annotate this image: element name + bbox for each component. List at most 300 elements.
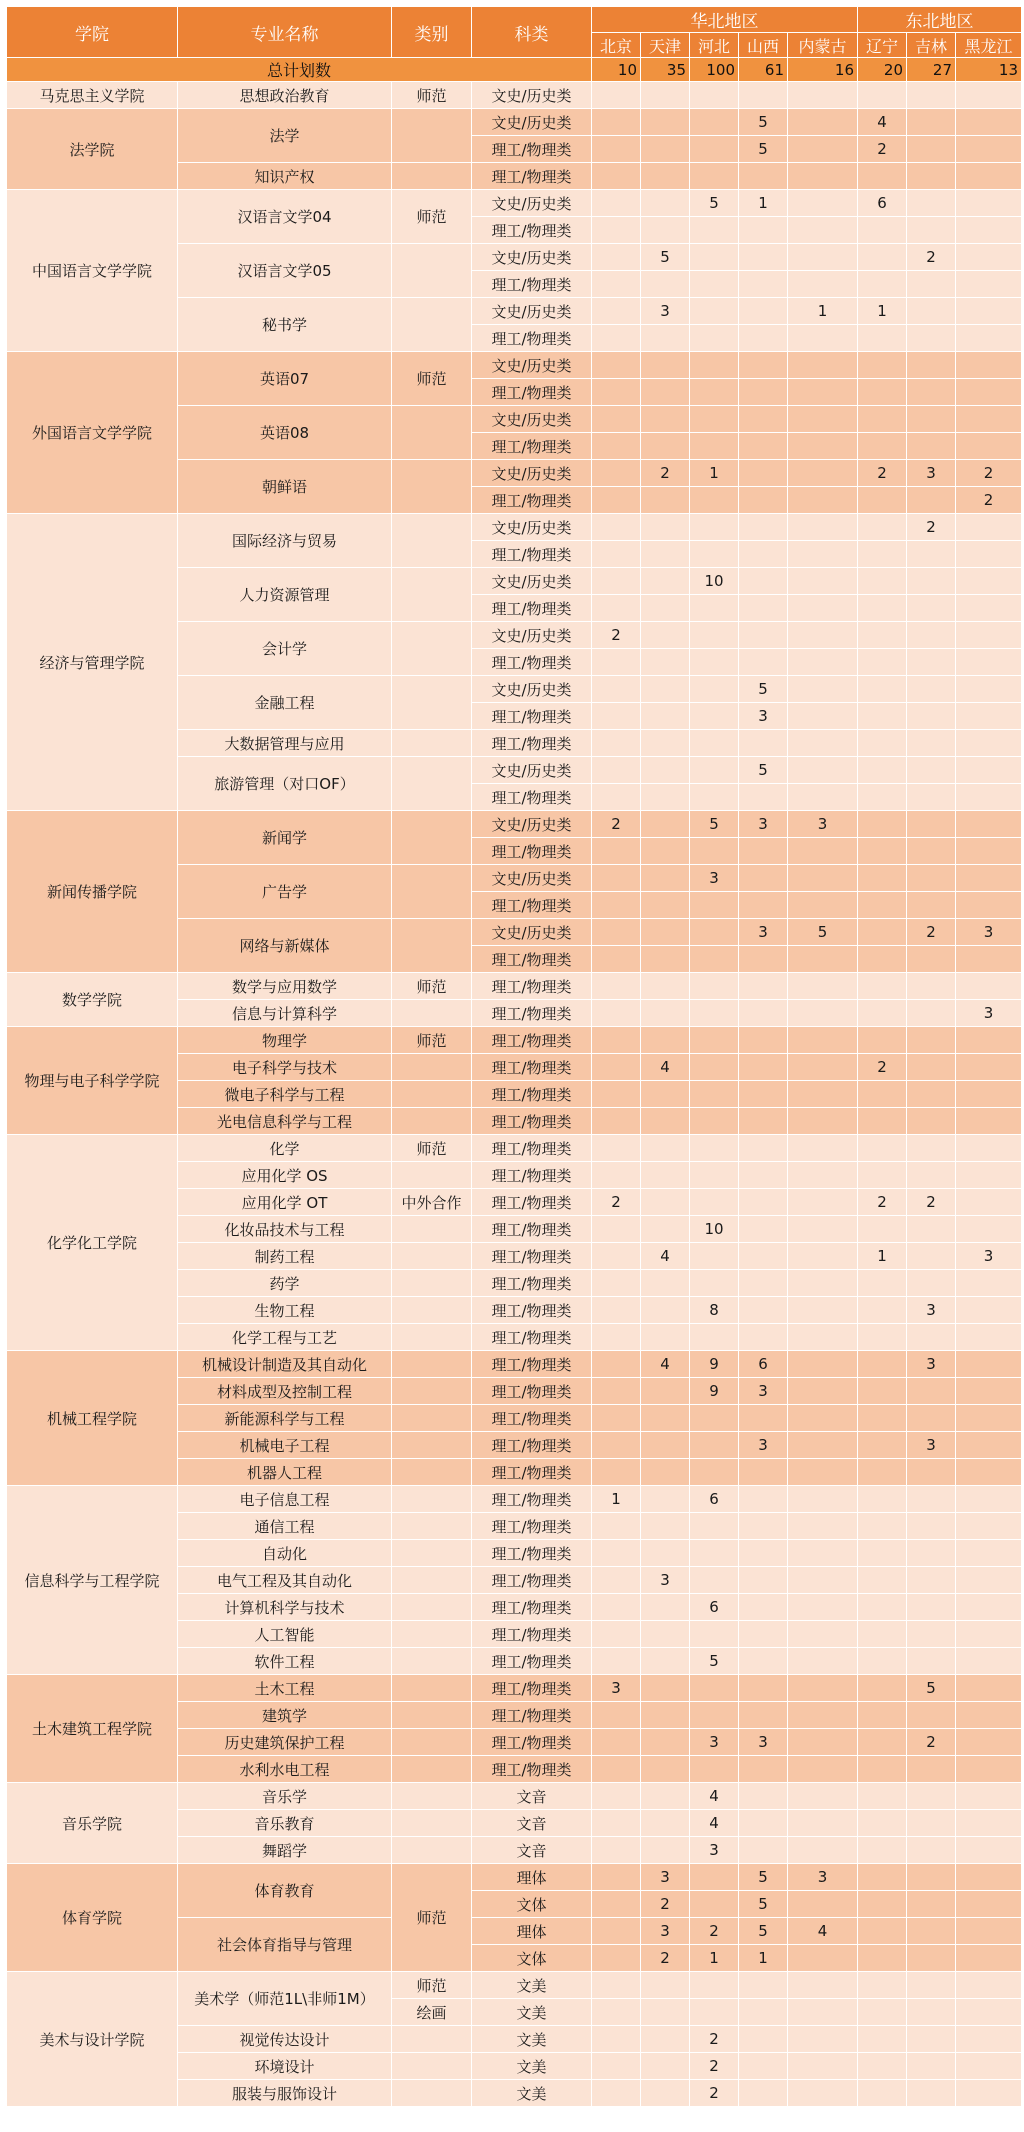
quota-cell	[956, 1810, 1022, 1837]
quota-cell	[907, 1324, 956, 1351]
quota-cell: 4	[641, 1054, 690, 1081]
quota-cell	[592, 919, 641, 946]
quota-cell	[592, 1945, 641, 1972]
quota-cell	[907, 811, 956, 838]
quota-cell	[641, 1459, 690, 1486]
type-cell	[392, 2080, 472, 2107]
quota-cell: 9	[690, 1351, 739, 1378]
quota-cell	[858, 1999, 907, 2026]
quota-cell	[858, 1891, 907, 1918]
quota-cell	[956, 298, 1022, 325]
quota-cell: 4	[690, 1810, 739, 1837]
total-label: 总计划数	[7, 58, 592, 82]
header-province: 山西	[739, 33, 788, 58]
quota-cell: 5	[788, 919, 858, 946]
quota-cell	[641, 1513, 690, 1540]
quota-cell	[641, 1405, 690, 1432]
quota-cell	[592, 1081, 641, 1108]
major-cell: 电子信息工程	[178, 1486, 392, 1513]
quota-cell: 5	[739, 109, 788, 136]
track-cell: 文史/历史类	[472, 622, 592, 649]
quota-cell	[690, 325, 739, 352]
quota-cell	[956, 946, 1022, 973]
major-cell: 物理学	[178, 1027, 392, 1054]
quota-cell	[956, 865, 1022, 892]
header-province: 天津	[641, 33, 690, 58]
quota-cell	[739, 217, 788, 244]
quota-cell	[788, 541, 858, 568]
type-cell	[392, 1648, 472, 1675]
total-value: 13	[956, 58, 1022, 82]
quota-cell: 3	[641, 298, 690, 325]
quota-cell	[788, 892, 858, 919]
type-cell	[392, 406, 472, 460]
quota-cell	[788, 1648, 858, 1675]
quota-cell	[592, 568, 641, 595]
quota-cell	[641, 1135, 690, 1162]
quota-cell	[858, 1351, 907, 1378]
college-cell: 新闻传播学院	[7, 811, 178, 973]
quota-cell	[956, 892, 1022, 919]
type-cell	[392, 1810, 472, 1837]
quota-cell	[907, 1243, 956, 1270]
total-value: 61	[739, 58, 788, 82]
quota-cell	[690, 595, 739, 622]
quota-cell: 2	[858, 136, 907, 163]
quota-cell: 10	[690, 1216, 739, 1243]
quota-cell	[788, 1891, 858, 1918]
type-cell	[392, 1324, 472, 1351]
table-row	[7, 811, 1022, 838]
quota-cell	[690, 406, 739, 433]
quota-cell	[858, 1594, 907, 1621]
college-cell: 马克思主义学院	[7, 82, 178, 109]
quota-cell	[858, 2053, 907, 2080]
quota-cell	[907, 1405, 956, 1432]
quota-cell	[858, 649, 907, 676]
quota-cell: 3	[592, 1675, 641, 1702]
quota-cell	[956, 433, 1022, 460]
quota-cell: 5	[907, 1675, 956, 1702]
major-cell: 光电信息科学与工程	[178, 1108, 392, 1135]
quota-cell	[592, 1918, 641, 1945]
quota-cell	[690, 109, 739, 136]
quota-cell	[788, 1081, 858, 1108]
quota-cell	[592, 1000, 641, 1027]
quota-cell	[907, 1054, 956, 1081]
type-cell	[392, 811, 472, 865]
quota-cell	[907, 1891, 956, 1918]
major-cell: 秘书学	[178, 298, 392, 352]
quota-cell	[956, 109, 1022, 136]
type-cell	[392, 568, 472, 622]
quota-cell	[907, 82, 956, 109]
track-cell: 文美	[472, 2080, 592, 2107]
track-cell: 理工/物理类	[472, 1270, 592, 1297]
quota-cell	[858, 1081, 907, 1108]
quota-cell	[641, 568, 690, 595]
quota-cell	[858, 1000, 907, 1027]
quota-cell	[907, 1540, 956, 1567]
quota-cell	[858, 352, 907, 379]
track-cell: 理工/物理类	[472, 1216, 592, 1243]
quota-cell	[592, 1783, 641, 1810]
quota-cell	[907, 703, 956, 730]
quota-cell	[907, 865, 956, 892]
major-cell: 环境设计	[178, 2053, 392, 2080]
quota-cell: 3	[690, 1837, 739, 1864]
quota-cell	[788, 1567, 858, 1594]
quota-cell	[739, 1567, 788, 1594]
track-cell: 文史/历史类	[472, 244, 592, 271]
quota-cell	[739, 1405, 788, 1432]
quota-cell	[788, 595, 858, 622]
quota-cell	[592, 1810, 641, 1837]
quota-cell	[858, 1270, 907, 1297]
track-cell: 理工/物理类	[472, 784, 592, 811]
major-cell: 会计学	[178, 622, 392, 676]
quota-cell	[858, 703, 907, 730]
quota-cell	[907, 1216, 956, 1243]
quota-cell	[592, 298, 641, 325]
quota-cell	[788, 1189, 858, 1216]
quota-cell	[858, 1756, 907, 1783]
quota-cell	[690, 1189, 739, 1216]
quota-cell	[739, 1189, 788, 1216]
quota-cell	[907, 1459, 956, 1486]
major-cell: 美术学（师范1L\非师1M）	[178, 1972, 392, 2026]
quota-cell	[907, 1513, 956, 1540]
quota-cell	[907, 1972, 956, 1999]
type-cell	[392, 1540, 472, 1567]
type-cell	[392, 2053, 472, 2080]
major-cell: 信息与计算科学	[178, 1000, 392, 1027]
header-province: 吉林	[907, 33, 956, 58]
quota-cell	[592, 973, 641, 1000]
quota-cell	[739, 1702, 788, 1729]
quota-cell: 2	[690, 1918, 739, 1945]
quota-cell	[592, 1837, 641, 1864]
quota-cell: 1	[788, 298, 858, 325]
quota-cell	[592, 1162, 641, 1189]
quota-cell	[788, 1162, 858, 1189]
track-cell: 理工/物理类	[472, 1297, 592, 1324]
quota-cell	[739, 1243, 788, 1270]
quota-cell	[690, 1054, 739, 1081]
track-cell: 理工/物理类	[472, 973, 592, 1000]
quota-cell	[858, 919, 907, 946]
quota-cell	[858, 946, 907, 973]
quota-cell	[956, 82, 1022, 109]
quota-cell	[956, 1783, 1022, 1810]
quota-cell	[641, 1189, 690, 1216]
quota-cell	[858, 1810, 907, 1837]
quota-cell	[690, 1000, 739, 1027]
quota-cell	[592, 1324, 641, 1351]
quota-cell	[788, 676, 858, 703]
quota-cell	[641, 514, 690, 541]
quota-cell	[690, 1891, 739, 1918]
quota-cell	[956, 757, 1022, 784]
quota-cell	[956, 541, 1022, 568]
quota-cell: 3	[739, 811, 788, 838]
quota-cell	[956, 1351, 1022, 1378]
quota-cell	[956, 1540, 1022, 1567]
header-type: 类别	[392, 7, 472, 58]
quota-cell	[690, 1864, 739, 1891]
track-cell: 理工/物理类	[472, 1621, 592, 1648]
quota-cell	[907, 595, 956, 622]
header-province: 黑龙江	[956, 33, 1022, 58]
track-cell: 理工/物理类	[472, 1459, 592, 1486]
quota-cell	[739, 1648, 788, 1675]
track-cell: 理体	[472, 1864, 592, 1891]
quota-cell	[592, 892, 641, 919]
quota-cell	[956, 1162, 1022, 1189]
quota-cell	[690, 1540, 739, 1567]
quota-cell	[592, 1351, 641, 1378]
quota-cell	[641, 1594, 690, 1621]
quota-cell	[956, 1648, 1022, 1675]
quota-cell	[690, 298, 739, 325]
major-cell: 土木工程	[178, 1675, 392, 1702]
college-cell: 数学学院	[7, 973, 178, 1027]
type-cell: 绘画	[392, 1999, 472, 2026]
quota-cell	[956, 1675, 1022, 1702]
quota-cell	[788, 1486, 858, 1513]
track-cell: 理工/物理类	[472, 1702, 592, 1729]
quota-cell	[592, 541, 641, 568]
college-cell: 土木建筑工程学院	[7, 1675, 178, 1783]
quota-cell	[641, 865, 690, 892]
quota-cell	[907, 271, 956, 298]
track-cell: 文史/历史类	[472, 514, 592, 541]
quota-cell	[592, 1621, 641, 1648]
header-region-northeast: 东北地区	[858, 7, 1022, 33]
quota-cell: 3	[739, 1729, 788, 1756]
quota-cell	[956, 1756, 1022, 1783]
quota-cell	[641, 595, 690, 622]
quota-cell	[739, 1297, 788, 1324]
track-cell: 理工/物理类	[472, 1027, 592, 1054]
quota-cell: 3	[641, 1864, 690, 1891]
track-cell: 理工/物理类	[472, 1162, 592, 1189]
quota-cell	[739, 1081, 788, 1108]
type-cell	[392, 1378, 472, 1405]
table-row	[7, 1027, 1022, 1054]
header-track: 科类	[472, 7, 592, 58]
quota-cell: 4	[788, 1918, 858, 1945]
quota-cell	[739, 82, 788, 109]
quota-cell	[739, 541, 788, 568]
quota-cell	[641, 1540, 690, 1567]
quota-cell	[739, 649, 788, 676]
quota-cell	[907, 1837, 956, 1864]
track-cell: 文史/历史类	[472, 811, 592, 838]
track-cell: 文史/历史类	[472, 676, 592, 703]
track-cell: 文史/历史类	[472, 82, 592, 109]
track-cell: 理工/物理类	[472, 1432, 592, 1459]
quota-cell	[641, 1081, 690, 1108]
quota-cell	[739, 1324, 788, 1351]
quota-cell	[788, 190, 858, 217]
quota-cell	[956, 1432, 1022, 1459]
major-cell: 化学工程与工艺	[178, 1324, 392, 1351]
quota-cell	[788, 1945, 858, 1972]
quota-cell	[592, 217, 641, 244]
major-cell: 材料成型及控制工程	[178, 1378, 392, 1405]
quota-cell	[858, 163, 907, 190]
quota-cell	[690, 622, 739, 649]
quota-cell	[858, 1027, 907, 1054]
quota-cell	[788, 1783, 858, 1810]
track-cell: 文史/历史类	[472, 568, 592, 595]
quota-cell: 6	[690, 1486, 739, 1513]
type-cell	[392, 730, 472, 757]
quota-cell	[592, 1513, 641, 1540]
quota-cell: 3	[690, 865, 739, 892]
quota-cell	[641, 1000, 690, 1027]
track-cell: 文史/历史类	[472, 190, 592, 217]
track-cell: 理工/物理类	[472, 1108, 592, 1135]
quota-cell	[739, 1270, 788, 1297]
quota-cell	[788, 649, 858, 676]
type-cell	[392, 1405, 472, 1432]
quota-cell	[739, 946, 788, 973]
track-cell: 理工/物理类	[472, 649, 592, 676]
quota-cell	[739, 784, 788, 811]
quota-cell	[690, 1162, 739, 1189]
quota-cell	[858, 730, 907, 757]
track-cell: 文音	[472, 1810, 592, 1837]
quota-cell	[690, 1513, 739, 1540]
quota-cell	[739, 1486, 788, 1513]
quota-cell	[592, 1432, 641, 1459]
quota-cell	[956, 325, 1022, 352]
quota-cell	[907, 298, 956, 325]
major-cell: 舞蹈学	[178, 1837, 392, 1864]
quota-cell	[690, 676, 739, 703]
quota-cell	[907, 1621, 956, 1648]
quota-cell	[956, 649, 1022, 676]
quota-cell	[956, 595, 1022, 622]
quota-cell	[788, 2026, 858, 2053]
quota-cell	[907, 892, 956, 919]
quota-cell	[592, 325, 641, 352]
quota-cell	[690, 703, 739, 730]
quota-cell	[956, 568, 1022, 595]
quota-cell	[641, 1675, 690, 1702]
quota-cell: 1	[592, 1486, 641, 1513]
quota-cell	[858, 1945, 907, 1972]
quota-cell	[858, 784, 907, 811]
type-cell	[392, 1486, 472, 1513]
quota-cell	[739, 487, 788, 514]
quota-cell	[956, 1729, 1022, 1756]
major-cell: 计算机科学与技术	[178, 1594, 392, 1621]
quota-cell	[739, 892, 788, 919]
quota-cell	[592, 244, 641, 271]
quota-cell	[788, 865, 858, 892]
quota-cell	[641, 703, 690, 730]
quota-cell	[592, 1972, 641, 1999]
track-cell: 文美	[472, 1972, 592, 1999]
major-cell: 机器人工程	[178, 1459, 392, 1486]
college-cell: 美术与设计学院	[7, 1972, 178, 2107]
quota-cell	[858, 676, 907, 703]
track-cell: 理工/物理类	[472, 136, 592, 163]
quota-cell	[956, 1891, 1022, 1918]
quota-cell	[858, 1135, 907, 1162]
type-cell	[392, 676, 472, 730]
track-cell: 理工/物理类	[472, 1405, 592, 1432]
quota-cell: 8	[690, 1297, 739, 1324]
quota-cell	[641, 433, 690, 460]
quota-cell	[788, 1756, 858, 1783]
quota-cell	[641, 1378, 690, 1405]
quota-cell	[907, 1162, 956, 1189]
quota-cell: 3	[739, 1432, 788, 1459]
total-value: 20	[858, 58, 907, 82]
quota-cell	[641, 136, 690, 163]
quota-cell	[788, 1270, 858, 1297]
quota-cell: 2	[690, 2026, 739, 2053]
quota-cell	[956, 352, 1022, 379]
type-cell	[392, 1567, 472, 1594]
quota-cell	[592, 1567, 641, 1594]
quota-cell	[907, 406, 956, 433]
quota-cell	[641, 1486, 690, 1513]
quota-cell	[592, 1108, 641, 1135]
quota-cell	[690, 82, 739, 109]
quota-cell	[788, 703, 858, 730]
major-cell: 水利水电工程	[178, 1756, 392, 1783]
quota-cell	[788, 1135, 858, 1162]
quota-cell	[641, 1837, 690, 1864]
type-cell	[392, 1702, 472, 1729]
quota-cell	[907, 379, 956, 406]
quota-cell	[956, 1486, 1022, 1513]
header-major: 专业名称	[178, 7, 392, 58]
quota-cell	[907, 1918, 956, 1945]
quota-cell	[592, 1027, 641, 1054]
track-cell: 理工/物理类	[472, 1000, 592, 1027]
type-cell	[392, 1783, 472, 1810]
quota-cell: 5	[739, 1891, 788, 1918]
quota-cell	[956, 244, 1022, 271]
major-cell: 新闻学	[178, 811, 392, 865]
track-cell: 文音	[472, 1837, 592, 1864]
quota-cell	[956, 1567, 1022, 1594]
table-row	[7, 1351, 1022, 1378]
quota-cell: 5	[739, 1864, 788, 1891]
quota-cell	[858, 1972, 907, 1999]
quota-cell	[690, 136, 739, 163]
type-cell: 师范	[392, 973, 472, 1000]
type-cell	[392, 1351, 472, 1378]
quota-cell	[592, 514, 641, 541]
quota-cell	[739, 838, 788, 865]
table-row	[7, 1486, 1022, 1513]
quota-cell	[956, 1027, 1022, 1054]
quota-cell	[690, 1270, 739, 1297]
track-cell: 理工/物理类	[472, 163, 592, 190]
track-cell: 理工/物理类	[472, 1756, 592, 1783]
quota-cell	[788, 433, 858, 460]
quota-cell	[592, 406, 641, 433]
quota-cell	[956, 1054, 1022, 1081]
quota-cell	[641, 1648, 690, 1675]
